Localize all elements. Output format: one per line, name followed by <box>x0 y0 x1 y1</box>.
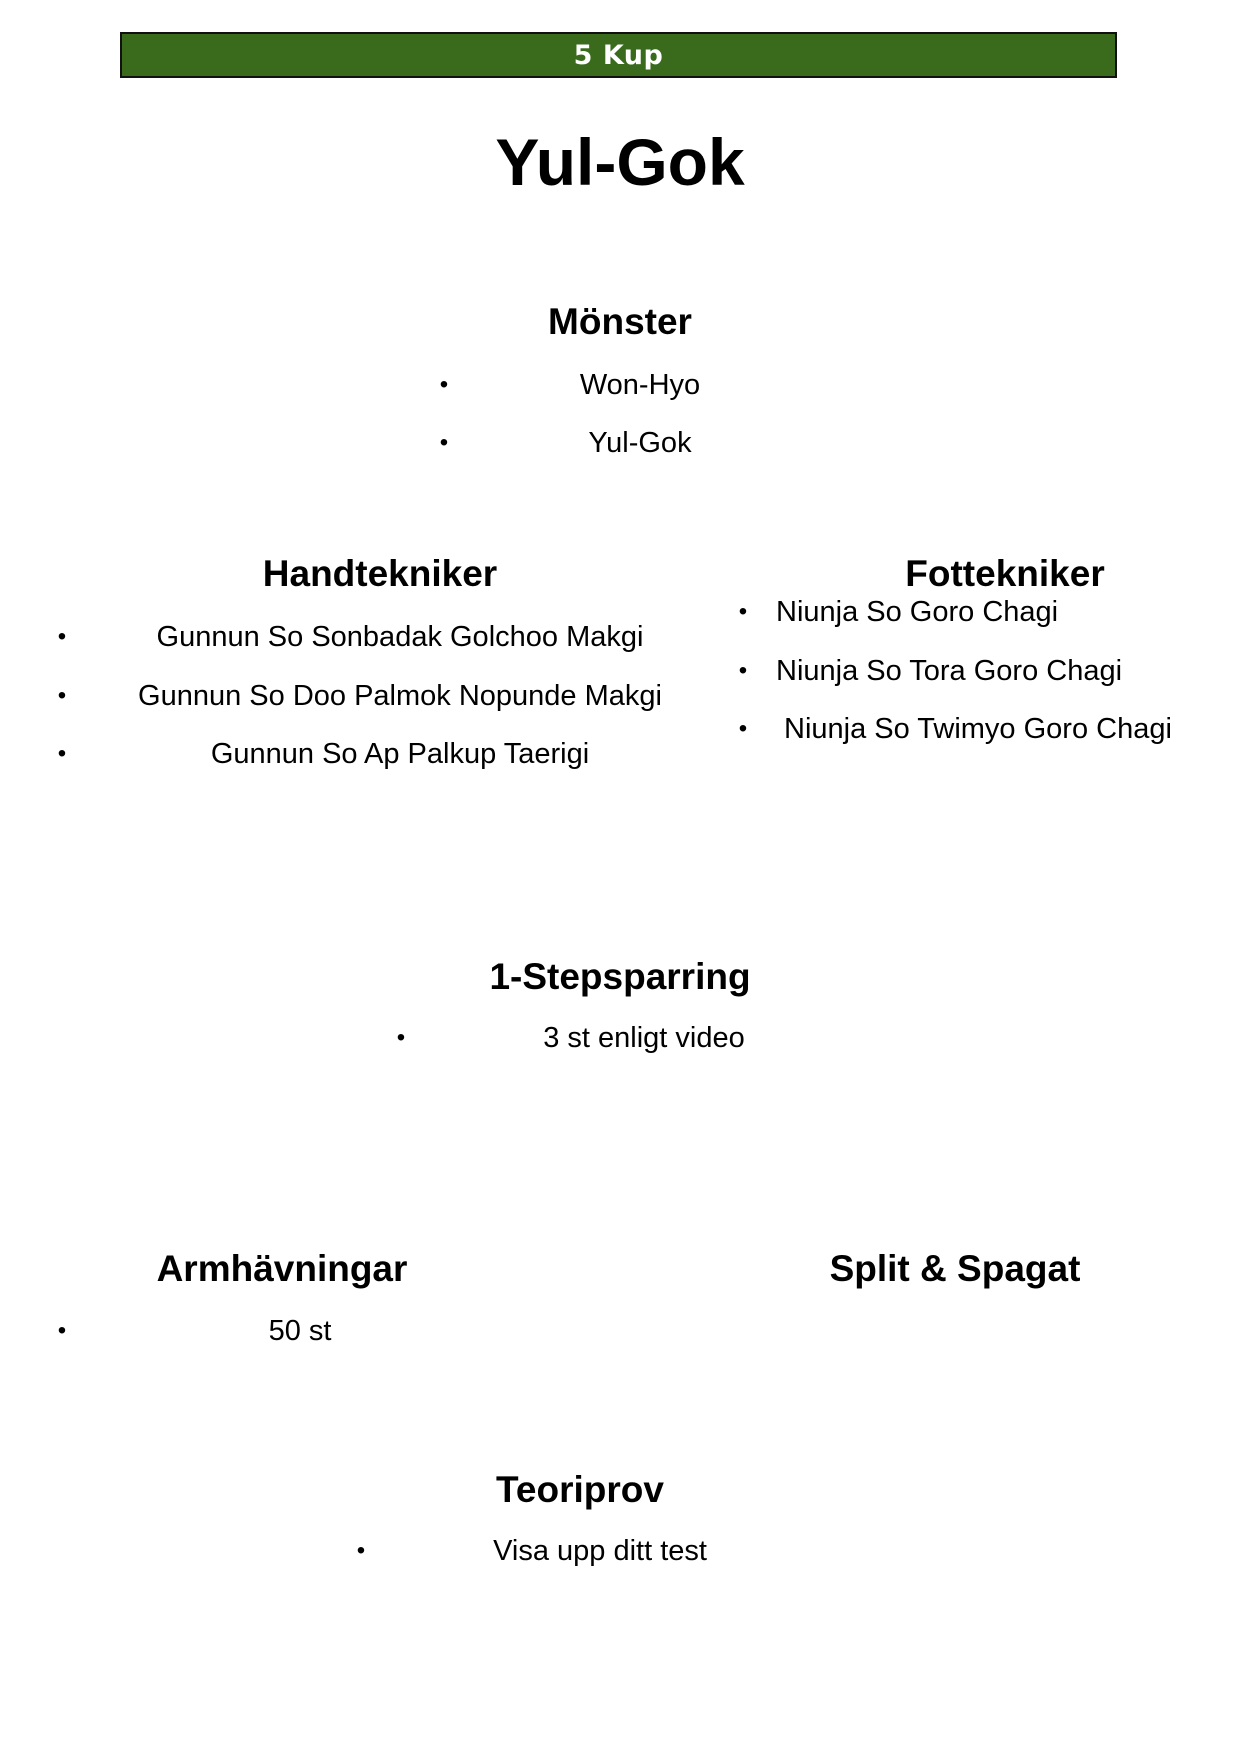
page-title: Yul-Gok <box>495 125 745 199</box>
bullet-icon: • <box>57 740 67 767</box>
kup-banner-label: 5 Kup <box>573 39 664 71</box>
bullet-icon: • <box>738 657 748 684</box>
bullet-icon: • <box>57 1317 67 1344</box>
list-item-teoriprov-1: Visa upp ditt test <box>493 1535 707 1567</box>
bullet-icon: • <box>356 1537 366 1564</box>
bullet-icon: • <box>57 623 67 650</box>
list-item-stepsparring-1: 3 st enligt video <box>543 1022 745 1054</box>
list-item-monster-2: Yul-Gok <box>588 427 692 459</box>
section-heading-split-spagat: Split & Spagat <box>829 1248 1081 1289</box>
bullet-icon: • <box>738 715 748 742</box>
bullet-icon: • <box>396 1024 406 1051</box>
section-heading-stepsparring: 1-Stepsparring <box>489 956 751 997</box>
bullet-icon: • <box>439 371 449 398</box>
list-item-fotteknik-1: Niunja So Goro Chagi <box>776 596 1059 628</box>
bullet-icon: • <box>738 598 748 625</box>
section-heading-handtekniker: Handtekniker <box>262 553 498 594</box>
bullet-icon: • <box>439 429 449 456</box>
section-heading-monster: Mönster <box>548 301 692 342</box>
section-heading-teoriprov: Teoriprov <box>496 1469 664 1510</box>
list-item-handteknik-3: Gunnun So Ap Palkup Taerigi <box>210 738 590 770</box>
list-item-armhavningar-1: 50 st <box>268 1315 332 1347</box>
section-heading-fottekniker: Fottekniker <box>905 553 1105 594</box>
list-item-handteknik-2: Gunnun So Doo Palmok Nopunde Makgi <box>138 680 662 712</box>
list-item-fotteknik-3: Niunja So Twimyo Goro Chagi <box>784 713 1172 745</box>
list-item-handteknik-1: Gunnun So Sonbadak Golchoo Makgi <box>156 621 644 653</box>
list-item-monster-1: Won-Hyo <box>579 369 701 401</box>
bullet-icon: • <box>57 682 67 709</box>
kup-banner <box>120 32 1117 78</box>
list-item-fotteknik-2: Niunja So Tora Goro Chagi <box>776 655 1123 687</box>
section-heading-armhavningar: Armhävningar <box>156 1248 408 1289</box>
